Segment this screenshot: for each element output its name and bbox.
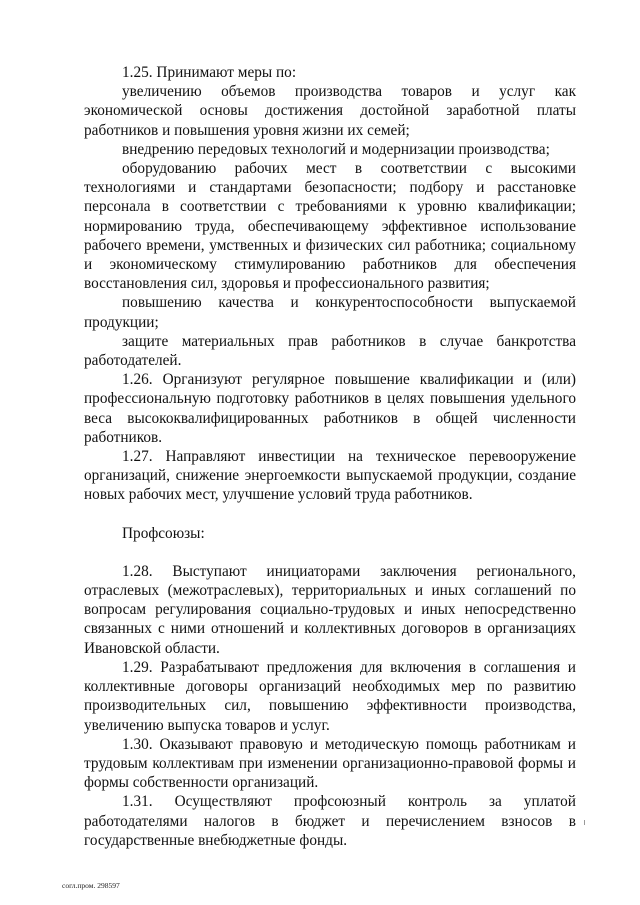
paragraph-1-30: 1.30. Оказывают правовую и методическую помощь работникам и трудовым коллективам при изменении организационно-правовой формы и формы собственности организаций. [84,735,576,792]
scan-mark [584,820,585,825]
paragraph-1-26: 1.26. Организуют регулярное повышение квалификации и (или) профессиональную подготовку работников в целях повышения удельного веса высококвалифицированных работников в общей численности работников. [84,371,576,446]
paragraph-1-29: 1.29. Разрабатывают предложения для включения в соглашения и коллективные договоры организаций необходимых мер по развитию производительных сил, повышению эффективности производства, увеличению выпуска товаров и услуг. [84,658,576,734]
paragraph-1-25-b: внедрению передовых технологий и модернизации производства; [122,140,550,158]
paragraph-1-28: 1.28. Выступают инициаторами заключения регионального, отраслевых (межотраслевых), территориальных и иных соглашений по вопросам регулирования социально-трудовых и иных непосредственно связанных с ними отношений и коллективных договоров в организациях Ивановской области. [84,562,576,657]
spacer [84,505,576,524]
paragraph-1-25-c: оборудованию рабочих мест в соответствии с высокими технологиями и стандартами безопасности; подбору и расстановке персонала в соответствии с требованиями к уровню квалификации; нормированию труда, обеспечивающему эффективное использование рабочего времени, умственных и физических сил работника; социальному и экономическому стимулированию работников для обеспечения восстановления сил, здоровья и профессионального развития; [84,160,576,293]
paragraph-1-25-d: повышению качества и конкурентоспособности выпускаемой продукции; [84,294,576,331]
section-heading-trade-unions: Профсоюзы: [122,524,205,542]
paragraph-1-31: 1.31. Осуществляют профсоюзный контроль за уплатой работодателями налогов в бюджет и перечислением взносов в государственные внебюджетные фонды. [84,793,576,849]
paragraph-1-25-intro: 1.25. Принимают меры по: [122,64,297,81]
paragraph-1-25-a: увеличению объемов производства товаров и услуг как экономической основы достижения достойной заработной платы работников и повышения уровня жизни их семей; [84,83,576,139]
paragraph-1-27: 1.27. Направляют инвестиции на техническое перевооружение организаций, снижение энергоемкости выпускаемой продукции, создание новых рабочих мест, улучшение условий труда работников. [84,448,576,504]
paragraph-1-25-e: защите материальных прав работников в случае банкротства работодателей. [84,332,576,370]
footer-reference: согл.пром. 298597 [62,881,120,890]
document-body [84,63,576,850]
spacer [84,543,576,562]
